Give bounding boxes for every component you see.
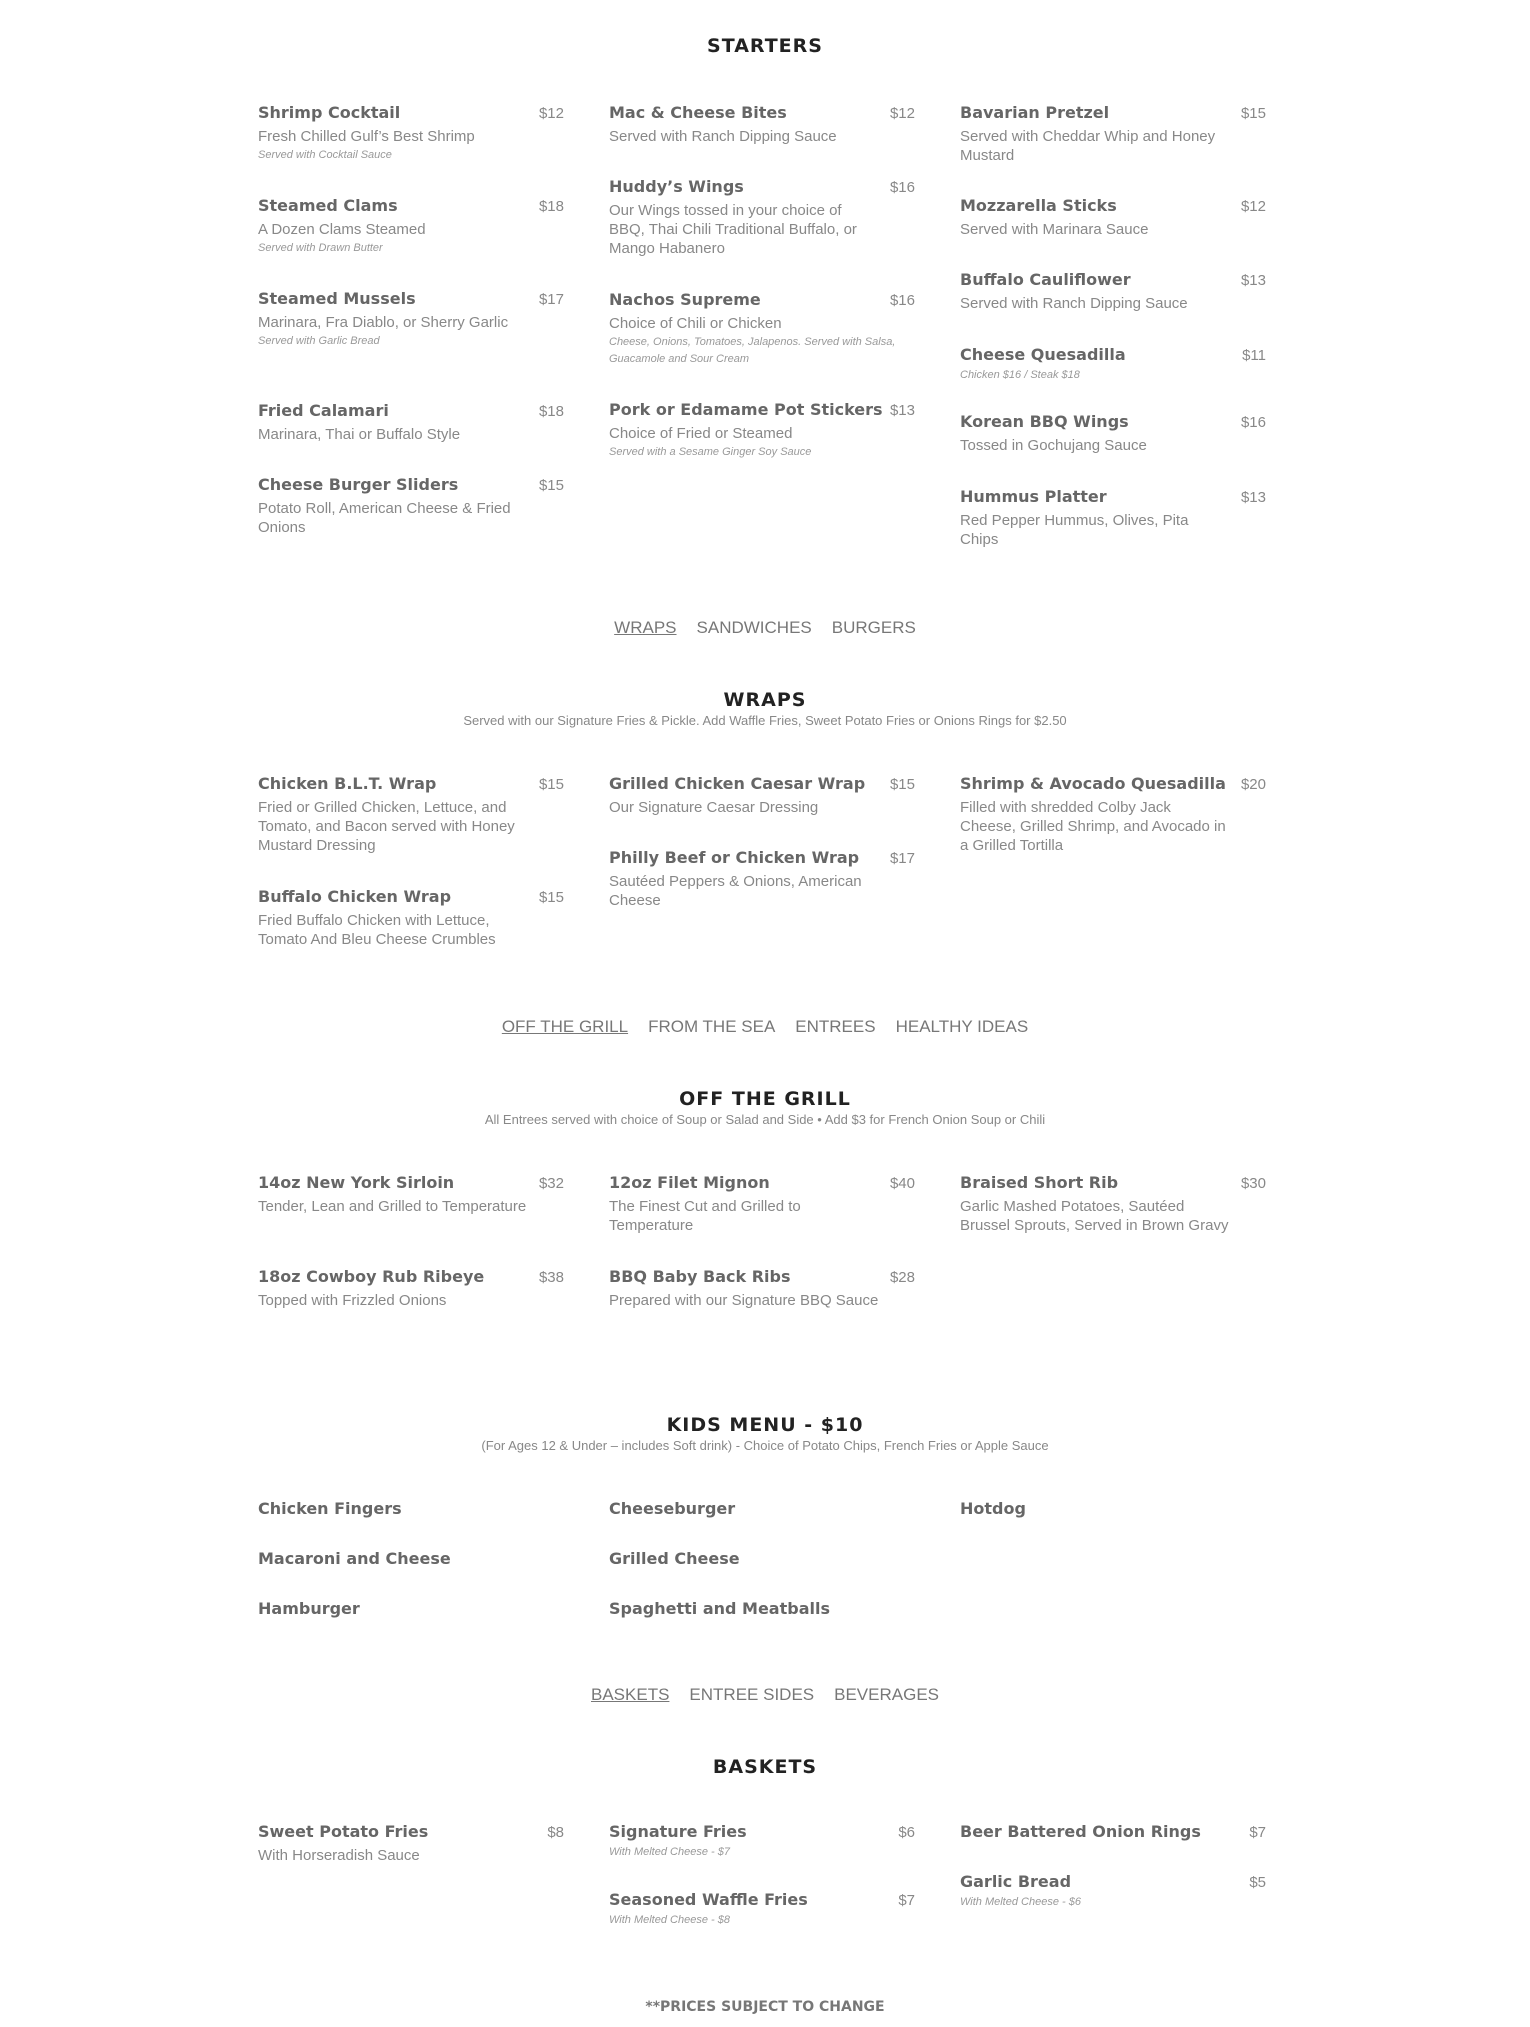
prices-disclaimer: **PRICES SUBJECT TO CHANGE (645, 1999, 885, 2015)
item-name: Mozzarella Sticks (960, 196, 1117, 215)
menu-item (258, 401, 564, 444)
item-description: Served with Marinara Sauce (960, 221, 1149, 238)
tab-off-the-grill[interactable]: OFF THE GRILL (501, 1017, 629, 1036)
item-note: Served with Cocktail Sauce (258, 149, 392, 161)
item-name: Buffalo Chicken Wrap (258, 887, 452, 906)
item-description: Potato Roll, American Cheese & Fried Onions (258, 500, 511, 536)
tab-burgers[interactable]: BURGERS (831, 618, 916, 637)
tab-sandwiches[interactable]: SANDWICHES (696, 618, 812, 637)
item-price: $7 (1249, 1824, 1266, 1841)
item-description: Fresh Chilled Gulf’s Best Shrimp (258, 128, 475, 145)
item-name: BBQ Baby Back Ribs (609, 1267, 791, 1286)
item-name: Mac & Cheese Bites (609, 103, 787, 122)
item-description: Choice of Chili or Chicken (609, 315, 782, 332)
item-name: Pork or Edamame Pot Stickers (609, 400, 883, 419)
menu-tabs (0, 618, 1530, 638)
section-subtitle-wraps: Served with our Signature Fries & Pickle. Add Waffle Fries, Sweet Potato Fries or Onions Rings for $2.50 (463, 713, 1067, 728)
menu-item (258, 1822, 564, 1865)
item-price: $17 (889, 850, 915, 867)
menu-item (258, 1549, 564, 1568)
item-price: $7 (898, 1892, 915, 1909)
item-name: Braised Short Rib (960, 1173, 1119, 1192)
menu-item (960, 1822, 1266, 1841)
tab-beverages[interactable]: BEVERAGES (834, 1685, 939, 1704)
item-name: Korean BBQ Wings (960, 412, 1129, 431)
menu-item (609, 400, 915, 461)
item-price: $40 (889, 1175, 915, 1192)
item-price: $15 (538, 889, 564, 906)
item-note: Served with a Sesame Ginger Soy Sauce (609, 446, 812, 458)
section-title-off-the-grill: OFF THE GRILL (679, 1088, 851, 1110)
item-price: $17 (538, 291, 564, 308)
menu-item (960, 1499, 1266, 1518)
item-description: Garlic Mashed Potatoes, Sautéed Brussel Sprouts, Served in Brown Gravy (960, 1198, 1229, 1234)
item-name: Beer Battered Onion Rings (960, 1822, 1201, 1841)
item-name: Garlic Bread (960, 1872, 1072, 1891)
item-name: Chicken Fingers (258, 1499, 402, 1518)
item-description: Filled with shredded Colby Jack Cheese, Grilled Shrimp, and Avocado in a Grilled Tortilla (960, 799, 1226, 854)
menu-item (960, 1872, 1266, 1911)
item-price: $28 (889, 1269, 915, 1286)
item-name: Shrimp & Avocado Quesadilla (960, 774, 1226, 793)
menu-item (609, 1173, 915, 1235)
item-note: Cheese, Onions, Tomatoes, Jalapenos. Served with Salsa, Guacamole and Sour Cream (609, 336, 896, 365)
item-price: $15 (538, 477, 564, 494)
item-description: With Horseradish Sauce (258, 1847, 420, 1864)
item-name: Shrimp Cocktail (258, 103, 401, 122)
item-name: Steamed Clams (258, 196, 398, 215)
menu-item (609, 1267, 915, 1310)
item-name: Buffalo Cauliflower (960, 270, 1131, 289)
menu-item (609, 1599, 915, 1618)
tab-wraps[interactable]: WRAPS (614, 618, 677, 637)
menu-item (258, 475, 564, 537)
item-price: $6 (898, 1824, 915, 1841)
item-description: Sautéed Peppers & Onions, American Cheese (609, 873, 862, 909)
tab-entrees[interactable]: ENTREES (795, 1017, 876, 1036)
item-name: Hotdog (960, 1499, 1026, 1518)
item-name: 12oz Filet Mignon (609, 1173, 770, 1192)
item-price: $13 (1240, 489, 1266, 506)
item-description: A Dozen Clams Steamed (258, 221, 426, 238)
tab-entree-sides[interactable]: ENTREE SIDES (689, 1685, 815, 1704)
menu-tabs (0, 1685, 1530, 1705)
menu-item (609, 1890, 915, 1929)
item-description: Marinara, Thai or Buffalo Style (258, 426, 461, 443)
item-price: $15 (889, 776, 915, 793)
menu-item (258, 103, 564, 164)
menu-item (609, 1499, 915, 1518)
item-name: Hamburger (258, 1599, 360, 1618)
item-name: Chicken B.L.T. Wrap (258, 774, 437, 793)
item-description: Our Wings tossed in your choice of BBQ, Thai Chili Traditional Buffalo, or Mango Habanero (609, 202, 857, 257)
item-name: Bavarian Pretzel (960, 103, 1110, 122)
item-description: Fried or Grilled Chicken, Lettuce, and Tomato, and Bacon served with Honey Mustard Dressing (258, 799, 515, 854)
item-price: $32 (538, 1175, 564, 1192)
section-subtitle-kids-menu: (For Ages 12 & Under – includes Soft drink) - Choice of Potato Chips, French Fries or Apple Sauce (481, 1438, 1049, 1453)
tab-baskets[interactable]: BASKETS (591, 1685, 670, 1704)
menu-item (960, 487, 1266, 549)
item-description: Choice of Fried or Steamed (609, 425, 793, 442)
menu-item (960, 345, 1266, 384)
section-subtitle-off-the-grill: All Entrees served with choice of Soup or Salad and Side • Add $3 for French Onion Soup or Chili (484, 1112, 1046, 1127)
item-note: Chicken $16 / Steak $18 (960, 369, 1080, 381)
menu-item (609, 1822, 915, 1861)
menu-item (258, 774, 564, 855)
tab-from-the-sea[interactable]: FROM THE SEA (648, 1017, 776, 1036)
item-description: Prepared with our Signature BBQ Sauce (609, 1292, 879, 1309)
menu-item (960, 412, 1266, 455)
menu-item (609, 774, 915, 817)
menu-item (258, 1599, 564, 1618)
section-title-starters: STARTERS (707, 35, 823, 57)
item-name: Macaroni and Cheese (258, 1549, 451, 1568)
menu-tabs (0, 1017, 1530, 1037)
menu-item (609, 1549, 915, 1568)
item-price: $12 (538, 105, 564, 122)
menu-item (609, 290, 915, 368)
item-note: With Melted Cheese - $7 (609, 1846, 730, 1858)
item-name: Steamed Mussels (258, 289, 416, 308)
item-note: Served with Garlic Bread (258, 335, 380, 347)
menu-item (258, 289, 564, 350)
item-price: $11 (1242, 347, 1266, 364)
menu-item (609, 177, 915, 258)
item-price: $18 (538, 198, 564, 215)
item-name: Cheeseburger (609, 1499, 736, 1518)
item-price: $30 (1240, 1175, 1266, 1192)
item-note: With Melted Cheese - $8 (609, 1914, 730, 1926)
item-name: 14oz New York Sirloin (258, 1173, 455, 1192)
item-price: $16 (889, 179, 915, 196)
item-name: Huddy’s Wings (609, 177, 744, 196)
item-name: Seasoned Waffle Fries (609, 1890, 808, 1909)
item-price: $38 (538, 1269, 564, 1286)
item-description: Tossed in Gochujang Sauce (960, 437, 1147, 454)
item-price: $20 (1240, 776, 1266, 793)
menu-item (960, 774, 1266, 855)
menu-item (960, 270, 1266, 313)
item-name: Cheese Burger Sliders (258, 475, 459, 494)
item-description: Tender, Lean and Grilled to Temperature (258, 1198, 527, 1215)
item-description: Served with Ranch Dipping Sauce (960, 295, 1188, 312)
menu-item (258, 1499, 564, 1518)
item-price: $16 (889, 292, 915, 309)
item-name: Grilled Cheese (609, 1549, 740, 1568)
section-title-baskets: BASKETS (712, 1756, 818, 1778)
item-name: Nachos Supreme (609, 290, 761, 309)
item-price: $12 (1240, 198, 1266, 215)
menu-item (960, 103, 1266, 165)
menu-item (258, 196, 564, 257)
menu-item (960, 196, 1266, 239)
item-description: The Finest Cut and Grilled to Temperature (609, 1198, 801, 1234)
item-name: Spaghetti and Meatballs (609, 1599, 830, 1618)
menu-item (258, 1267, 564, 1310)
item-price: $8 (547, 1824, 564, 1841)
item-description: Topped with Frizzled Onions (258, 1292, 447, 1309)
item-description: Our Signature Caesar Dressing (609, 799, 819, 816)
item-description: Marinara, Fra Diablo, or Sherry Garlic (258, 314, 509, 331)
item-name: Cheese Quesadilla (960, 345, 1126, 364)
section-title-wraps: WRAPS (723, 689, 807, 711)
item-description: Served with Cheddar Whip and Honey Mustard (960, 128, 1216, 164)
item-name: Hummus Platter (960, 487, 1107, 506)
item-name: Philly Beef or Chicken Wrap (609, 848, 860, 867)
item-name: Sweet Potato Fries (258, 1822, 429, 1841)
item-name: 18oz Cowboy Rub Ribeye (258, 1267, 485, 1286)
menu-item (258, 887, 564, 949)
item-note: Served with Drawn Butter (258, 242, 383, 254)
item-price: $13 (889, 402, 915, 419)
item-price: $13 (1240, 272, 1266, 289)
item-description: Served with Ranch Dipping Sauce (609, 128, 837, 145)
item-price: $16 (1240, 414, 1266, 431)
item-description: Red Pepper Hummus, Olives, Pita Chips (960, 512, 1189, 548)
item-price: $18 (538, 403, 564, 420)
menu-item (609, 103, 915, 146)
tab-healthy-ideas[interactable]: HEALTHY IDEAS (895, 1017, 1029, 1036)
item-name: Signature Fries (609, 1822, 747, 1841)
item-note: With Melted Cheese - $6 (960, 1896, 1081, 1908)
item-name: Grilled Chicken Caesar Wrap (609, 774, 866, 793)
item-price: $15 (1240, 105, 1266, 122)
menu-item (258, 1173, 564, 1216)
item-name: Fried Calamari (258, 401, 389, 420)
item-price: $12 (889, 105, 915, 122)
section-title-kids-menu: KIDS MENU - $10 (666, 1414, 864, 1436)
item-price: $15 (538, 776, 564, 793)
item-price: $5 (1249, 1874, 1266, 1891)
menu-item (960, 1173, 1266, 1235)
menu-item (609, 848, 915, 910)
item-description: Fried Buffalo Chicken with Lettuce, Tomato And Bleu Cheese Crumbles (258, 912, 496, 948)
